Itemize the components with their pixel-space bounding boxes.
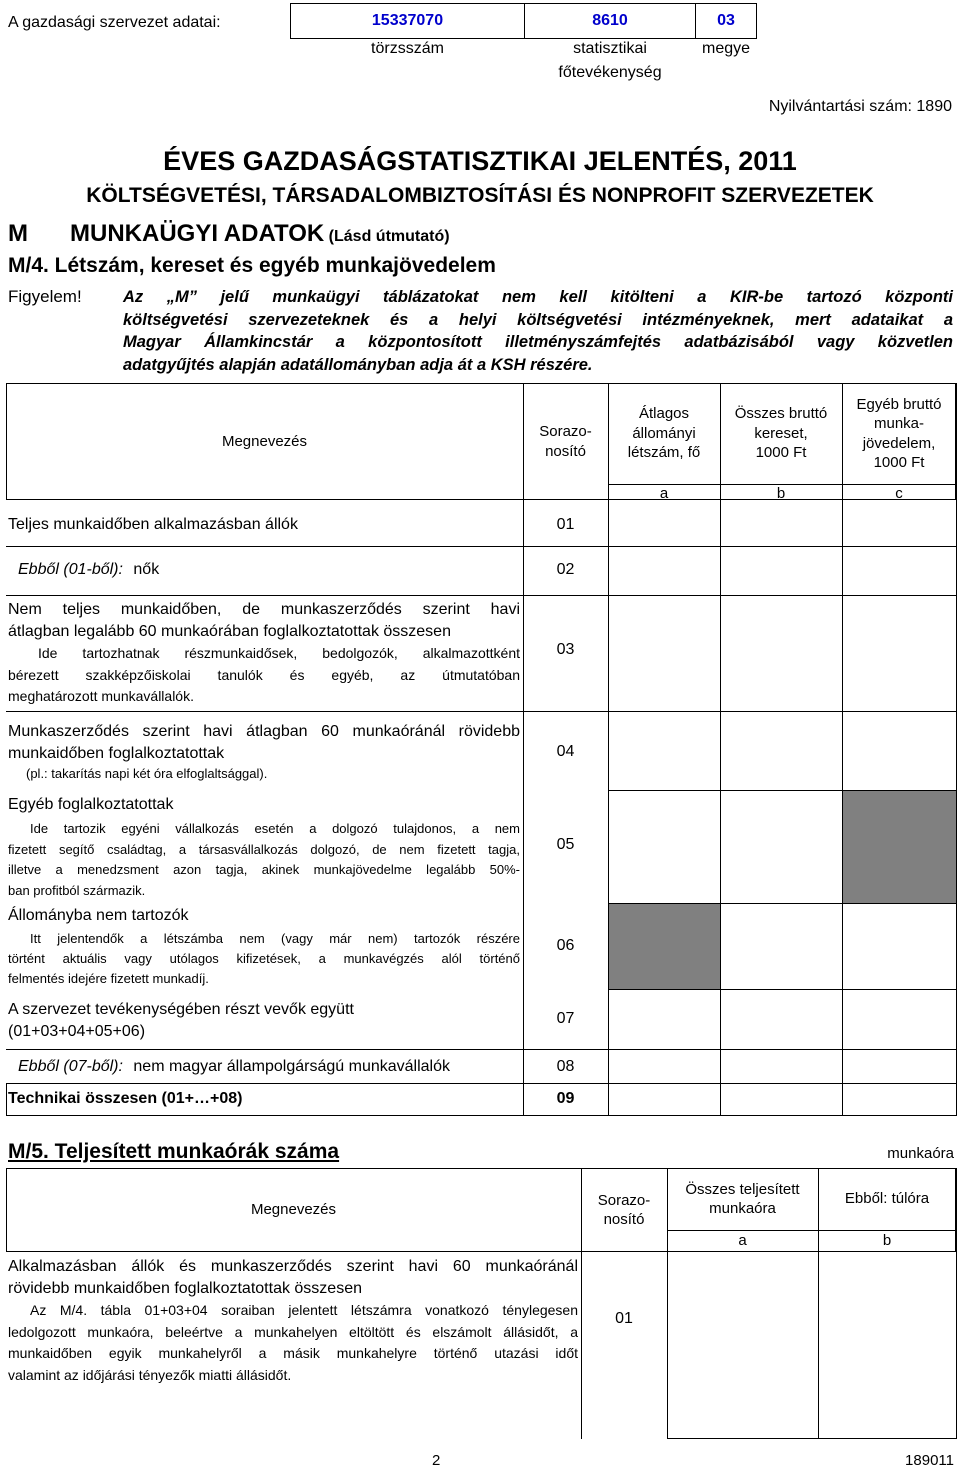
row-02-code: 02	[556, 561, 575, 578]
m4-title: M/4. Létszám, kereset és egyéb munkajövedelem	[8, 254, 496, 277]
m4-col-b: Összes bruttó kereset, 1000 Ft	[734, 405, 828, 462]
m5-col-name: Megnevezés	[250, 1201, 337, 1219]
sub-title: KÖLTSÉGVETÉSI, TÁRSADALOMBIZTOSÍTÁSI ÉS NONPROFIT SZERVEZETEK	[86, 184, 874, 207]
row-05-label: Egyéb foglalkoztatottak	[8, 796, 174, 813]
main-title: ÉVES GAZDASÁGSTATISZTIKAI JELENTÉS, 2011	[163, 146, 797, 176]
row-02-label: Ebből (01-ből): nők	[18, 561, 160, 578]
m5-col-sorazonosito: Sorazo- nosító	[597, 1191, 651, 1228]
notice-line-2: költségvetési szervezeteknek és a helyi költségvetési intézményeknek, mert adataikat a	[123, 310, 953, 329]
row-04-label: Munkaszerződés szerint havi átlagban 60 munkaóránál rövidebb munkaidőben foglalkoztatottak	[8, 723, 520, 762]
row-08-c-input[interactable]	[843, 1050, 956, 1083]
row-06-c-input[interactable]	[843, 904, 956, 989]
row-09-a-input[interactable]	[609, 1084, 720, 1115]
m4-letter-c: c	[895, 485, 903, 502]
row-03-c-input[interactable]	[843, 596, 956, 711]
row-03-b-input[interactable]	[721, 596, 842, 711]
row-05-note: Ide tartozik egyéni vállalkozás esetén a dolgozó tulajdonos, a nem fizetett segítő családtag, a társasvállalkozás dolgozó, de nem fizetett tagja, illetve a menedzsment azon tagja, akinek munkajövedelme legalább 50%- ban profitból származik.	[8, 821, 520, 898]
row-01-code: 01	[556, 516, 575, 533]
row-07-label: A szervezet tevékenységében részt vevők együtt (01+03+04+05+06)	[8, 1001, 354, 1040]
row-04-c-input[interactable]	[843, 712, 956, 790]
row-05-b-input[interactable]	[721, 791, 842, 903]
row-06-label: Állományba nem tartozók	[8, 907, 189, 924]
m4-col-a: Átlagos állományi létszám, fő	[627, 405, 701, 462]
m4-col-name: Megnevezés	[221, 432, 308, 450]
megye-field[interactable]: 03	[695, 3, 757, 39]
m5-row-a-input[interactable]	[668, 1253, 818, 1438]
m5-row-code: 01	[615, 1310, 633, 1327]
m5-row-label: Alkalmazásban állók és munkaszerződés szerint havi 60 munkaóránál rövidebb munkaidőben foglalkoztatottak összesen	[8, 1258, 578, 1297]
m5-title: M/5. Teljesített munkaórák száma	[8, 1140, 340, 1163]
m4-col-sorazonosito: Sorazo- nosító	[539, 423, 592, 460]
m4-letter-b: b	[776, 485, 786, 502]
row-01-label: Teljes munkaidőben alkalmazásban állók	[8, 516, 298, 533]
row-03-code: 03	[556, 641, 575, 658]
row-05-a-input[interactable]	[609, 791, 720, 903]
row-07-b-input[interactable]	[721, 990, 842, 1049]
m5-letter-b: b	[882, 1232, 892, 1249]
registration-number: Nyilvántartási szám: 1890	[768, 98, 952, 115]
section-letter: M	[8, 220, 28, 247]
row-05-code: 05	[556, 836, 575, 853]
row-07-code: 07	[556, 1010, 575, 1027]
shaded-cell-06a	[609, 904, 720, 989]
torzsszam-field[interactable]: 15337070	[290, 3, 525, 39]
megye-caption: megye	[701, 40, 751, 57]
row-08-code: 08	[556, 1058, 575, 1075]
notice-label: Figyelem!	[8, 287, 82, 306]
row-08-a-input[interactable]	[609, 1050, 720, 1083]
row-07-c-input[interactable]	[843, 990, 956, 1049]
statisztikai-field[interactable]: 8610	[524, 3, 696, 39]
m5-col-a: Összes teljesített munkaóra	[685, 1180, 800, 1217]
row-08-b-input[interactable]	[721, 1050, 842, 1083]
row-08-label: Ebből (07-ből): nem magyar állampolgárságú munkavállalók	[18, 1058, 451, 1075]
m4-letter-a: a	[659, 485, 669, 502]
row-02-c-input[interactable]	[843, 547, 956, 595]
notice-line-4: adatgyűjtés alapján adatállományban adja át a KSH részére.	[123, 355, 593, 374]
row-09-code: 09	[556, 1090, 575, 1107]
form-code: 189011	[905, 1452, 954, 1469]
m5-row-note: Az M/4. tábla 01+03+04 soraiban jelentett létszámra vonatkozó ténylegesen ledolgozott munkaóra, beleértve a munkahelyen eltöltött és elszámolt állásidőt, a munkaidőben egyik munkahelyről a másik munkahelyre történő utazási időt valamint az időjárási tényezők miatti állásidőt.	[8, 1302, 578, 1383]
m4-col-c: Egyéb bruttó munka- jövedelem, 1000 Ft	[856, 395, 942, 471]
statisztikai-caption-1: statisztikai	[573, 40, 647, 57]
section-note: (Lásd útmutató)	[328, 228, 450, 245]
notice-line-1: Az „M” jelű munkaügyi táblázatokat nem kell kitölteni a KIR-be tartozó központi	[123, 288, 953, 306]
notice-text	[123, 286, 953, 376]
row-09-label: Technikai összesen (01+…+08)	[8, 1090, 243, 1107]
row-04-note: (pl.: takarítás napi két óra elfoglaltsággal).	[26, 766, 268, 781]
org-data-label: A gazdasági szervezet adatai:	[8, 14, 221, 31]
m5-unit: munkaóra	[887, 1145, 954, 1162]
m5-letter-a: a	[738, 1232, 747, 1249]
row-01-b-input[interactable]	[721, 501, 842, 546]
row-09-b-input[interactable]	[721, 1084, 842, 1115]
m5-col-b: Ebből: túlóra	[844, 1190, 930, 1208]
row-07-a-input[interactable]	[609, 990, 720, 1049]
row-04-a-input[interactable]	[609, 712, 720, 790]
row-01-a-input[interactable]	[609, 501, 720, 546]
row-03-note: Ide tartozhatnak részmunkaidősek, bedolgozók, alkalmazottként bérezett szakképzőiskolai tanulók és egyéb, az útmutatóban meghatározott munkavállalók.	[8, 645, 520, 704]
row-03-label: Nem teljes munkaidőben, de munkaszerződés szerint havi átlagban legalább 60 munkaórában foglalkoztatottak összesen	[8, 601, 520, 640]
row-06-note: Itt jelentendők a létszámba nem (vagy már nem) tartozók részére történt aktuális vagy utólagos kifizetések, a munkavégzés alól történő felmentés idejére fizetett munkadíj.	[8, 931, 520, 986]
row-02-a-input[interactable]	[609, 547, 720, 595]
row-04-code: 04	[556, 743, 575, 760]
row-09-c-input[interactable]	[843, 1084, 956, 1115]
row-02-b-input[interactable]	[721, 547, 842, 595]
section-heading	[70, 220, 450, 248]
row-06-b-input[interactable]	[721, 904, 842, 989]
notice-line-3: Magyar Államkincstár a központosított illetményszámfejtés adatbázisából vagy közvetlen	[123, 333, 953, 351]
m5-row-b-input[interactable]	[819, 1253, 956, 1438]
statisztikai-caption-2: főtevékenység	[558, 64, 662, 81]
row-01-c-input[interactable]	[843, 501, 956, 546]
torzsszam-caption: törzsszám	[371, 40, 444, 57]
shaded-cell-05c	[843, 791, 956, 903]
page-number: 2	[432, 1452, 441, 1469]
section-title: MUNKAÜGYI ADATOK	[70, 220, 325, 247]
row-03-a-input[interactable]	[609, 596, 720, 711]
row-06-code: 06	[556, 937, 575, 954]
row-04-b-input[interactable]	[721, 712, 842, 790]
